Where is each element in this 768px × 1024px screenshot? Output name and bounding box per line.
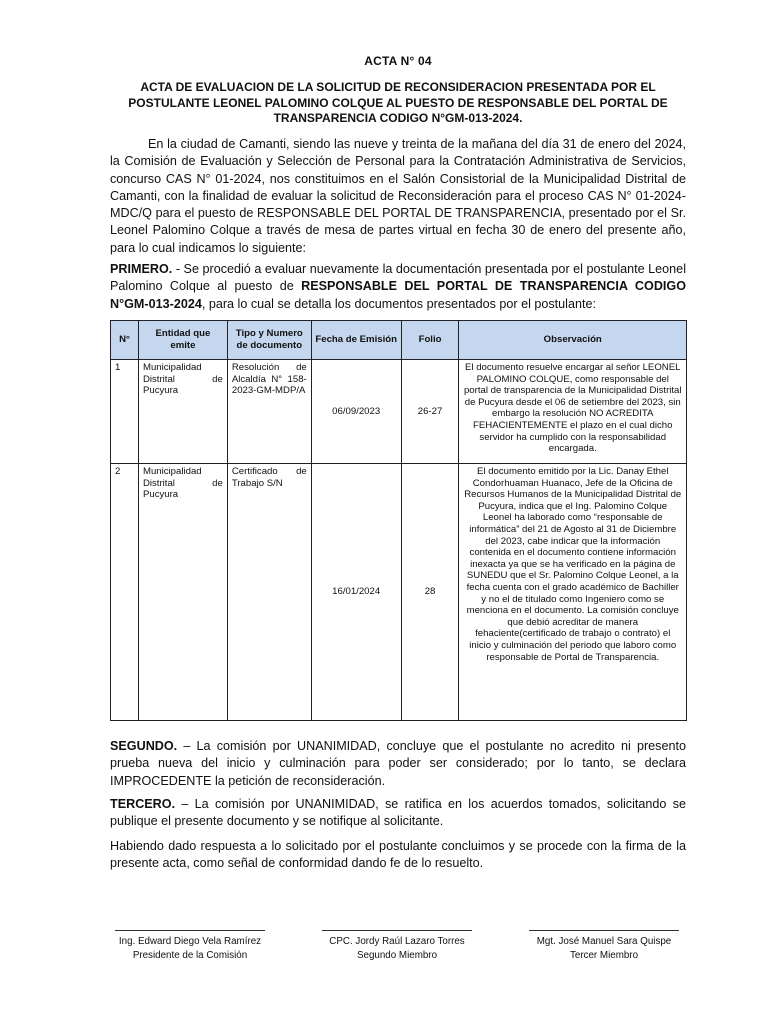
tercero-paragraph [110,796,686,831]
signature-third-member [524,930,684,963]
primero-bold: RESPONSABLE DEL PORTAL DE TRANSPARENCIA CODIGO N°GM-013-2024 [110,279,686,311]
primero-text-2: , para lo cual se detalla los documentos presentados por el postulante: [201,296,596,311]
cell-folio: 28 [401,464,459,721]
header-entidad: Entidad que emite [138,321,227,360]
signature-name: Mgt. José Manuel Sara Quispe [536,936,672,947]
intro-paragraph: En la ciudad de Camanti, siendo las nueve y treinta de la mañana del día 31 de enero del 2024, la Comisión de Evaluación y Selección de Personal para la Contratación Administrativa de Servicios, concurso CAS N° 01-2024, nos constituimos en el Salón Consistorial de la Municipalidad Distrital de Camanti, con la finalidad de evaluar la solicitud de Reconsideración para el proceso CAS N° 01-2024-MDC/Q para el puesto de RESPONSABLE DEL PORTAL DE TRANSPARENCIA, presentado por el Sr. Leonel Palomino Colque a través de mesa de partes virtual en fecha 30 de enero del presente año, para lo cual indicamos lo siguiente: [110,137,686,255]
header-folio: Folio [401,321,459,360]
table-row [111,360,687,464]
signature-name: Ing. Edward Diego Vela Ramírez [118,936,262,947]
cell-num: 1 [111,360,139,464]
header-observacion: Observación [459,321,687,360]
tercero-label: TERCERO. [110,797,176,811]
acta-number: ACTA N° 04 [364,54,432,68]
header-tipo: Tipo y Numero de documento [227,321,311,360]
cell-folio: 26-27 [401,360,459,464]
cell-entidad: Municipalidad Distrital de Pucyura [138,464,227,721]
closing-paragraph: Habiendo dado respuesta a lo solicitado por el postulante concluimos y se procede con la firma de la presente acta, como señal de conformidad dando fe de lo resuelto. [110,839,686,871]
cell-observacion: El documento resuelve encargar al señor LEONEL PALOMINO COLQUE, como responsable del portal de transparencia de la Municipalidad Distrital de Pucyura desde el 06 de setiembre del 2023, sin embargo la resolución NO ACREDITA FEHACIENTEMENTE el plazo en el cual dicho servidor ha cumplido con la responsabilidad encargada. [459,360,687,464]
signature-role: Segundo Miembro [356,950,438,961]
table-header-row [111,321,687,360]
segundo-text: – La comisión por UNANIMIDAD, concluye que el postulante no acredito ni presento prueba nueva del inicio y culminación para poder ser considerado; por lo tanto, se declara IMPROCEDENTE la petición de reconsideración. [110,739,686,788]
primero-paragraph [110,261,686,313]
tercero-text: – La comisión por UNANIMIDAD, se ratifica en los acuerdos tomados, solicitando se publique el presente documento y se notifique al solicitante. [110,797,686,829]
cell-tipo: Resolución de Alcaldía N° 158-2023-GM-MDP/A [227,360,311,464]
signature-role: Tercer Miembro [569,950,639,961]
cell-tipo: Certificado de Trabajo S/N [227,464,311,721]
table-row [111,464,687,721]
header-num: N° [111,321,139,360]
signature-name: CPC. Jordy Raúl Lazaro Torres [329,936,465,947]
document-heading: ACTA DE EVALUACION DE LA SOLICITUD DE RECONSIDERACION PRESENTADA POR EL POSTULANTE LEONEL PALOMINO COLQUE AL PUESTO DE RESPONSABLE DEL PORTAL DE TRANSPARENCIA CODIGO N°GM-013-2024. [128,80,668,125]
documents-table [110,320,687,721]
cell-observacion: El documento emitido por la Lic. Danay Ethel Condorhuaman Huanaco, Jefe de la Oficina de Recursos Humanos de la Municipalidad Distrital de Pucyura, indica que el Ing. Palomino Colque Leonel ha laborado como “responsable de informática” del 21 de Agosto al 31 de Diciembre del 2023, cabe indicar que la información contenida en el documento contiene información inexacta ya que se ha verificado en la página de SUNEDU que el Sr. Palomino Colque Leonel, a la fecha cuenta con el grado académico de Bachiller y no el de titulado como Ingeniero como se menciona en el documento. La comisión concluye que debió acreditar de manera fehaciente(certificado de trabajo o contrato) el inicio y culminación del periodo que laboro como responsable de Portal de Transparencia. [459,464,687,721]
segundo-label: SEGUNDO. [110,739,178,753]
segundo-paragraph [110,738,686,790]
primero-label: PRIMERO. [110,262,173,276]
signature-president [110,930,270,963]
cell-fecha: 06/09/2023 [311,360,401,464]
header-fecha: Fecha de Emisión [311,321,401,360]
signature-line [322,930,472,931]
signature-line [115,930,265,931]
signature-role: Presidente de la Comisión [132,950,248,961]
cell-fecha: 16/01/2024 [311,464,401,721]
cell-entidad: Municipalidad Distrital de Pucyura [138,360,227,464]
primero-text-1: - Se procedió a evaluar nuevamente la documentación presentada por el postulante Leonel Palomino Colque al puesto de [110,262,686,294]
signature-line [529,930,679,931]
signature-second-member [317,930,477,963]
cell-num: 2 [111,464,139,721]
